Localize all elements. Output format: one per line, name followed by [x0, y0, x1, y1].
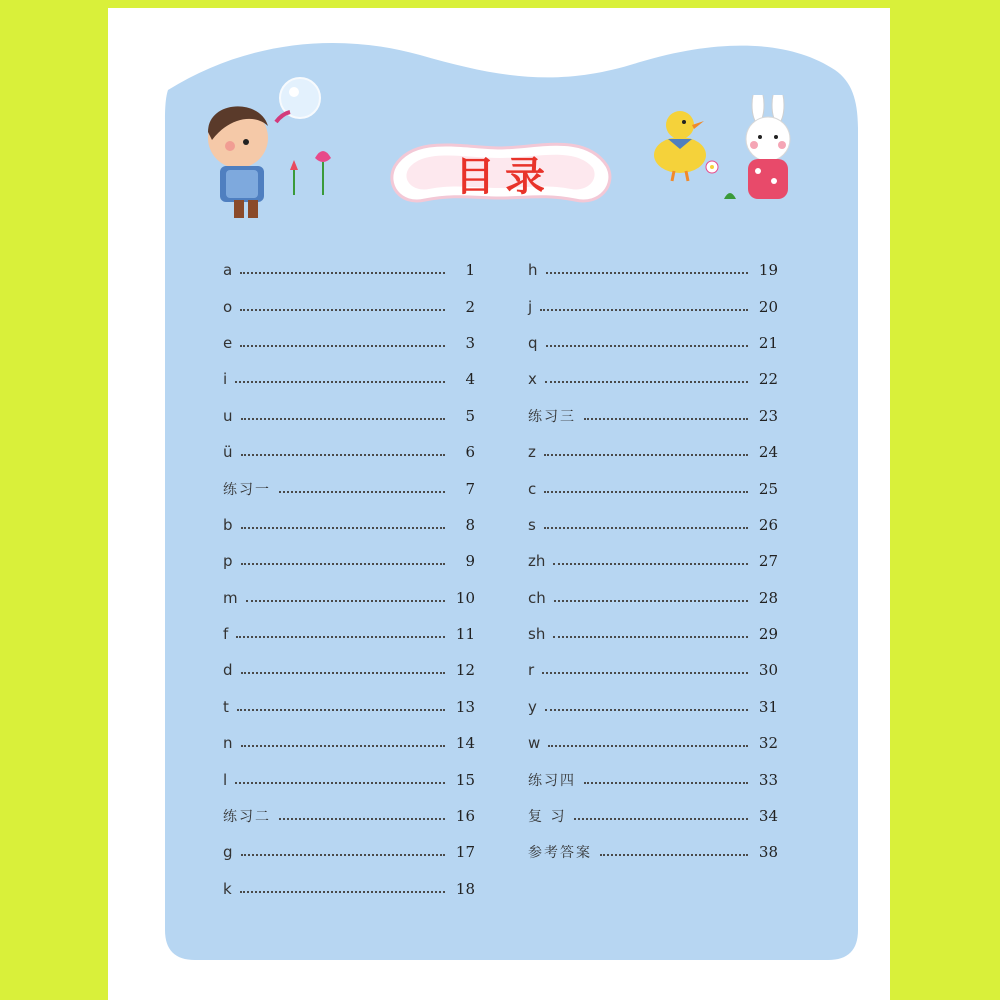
dot-leader: [241, 745, 445, 747]
dot-leader: [600, 854, 748, 856]
toc-entry[interactable]: [528, 580, 778, 616]
toc-entry[interactable]: [223, 252, 475, 288]
toc-page-number: 29: [758, 625, 778, 644]
toc-label: i: [223, 370, 228, 389]
dot-leader: [554, 600, 748, 602]
dot-leader: [548, 745, 748, 747]
toc-label: c: [528, 479, 537, 498]
toc-page-number: 38: [758, 843, 778, 862]
toc-label: a: [223, 261, 233, 280]
toc-entry[interactable]: [223, 871, 475, 907]
toc-page-number: 4: [465, 370, 475, 389]
toc-page-number: 16: [455, 807, 475, 826]
dot-leader: [240, 345, 445, 347]
toc-page-number: 9: [465, 552, 475, 571]
toc-label: h: [528, 261, 538, 280]
dot-leader: [279, 818, 445, 820]
toc-label: g: [223, 843, 233, 862]
toc-label: k: [223, 879, 232, 898]
dot-leader: [240, 891, 445, 893]
dot-leader: [241, 527, 445, 529]
dot-leader: [235, 381, 445, 383]
toc-page-number: 27: [758, 552, 778, 571]
toc-label: x: [528, 370, 537, 389]
toc-entry[interactable]: [223, 616, 475, 652]
toc-page-number: 26: [758, 515, 778, 534]
toc-label: q: [528, 333, 538, 352]
toc-label: 练习四: [528, 772, 576, 789]
toc-label: zh: [528, 552, 546, 571]
toc-right-column: [528, 252, 778, 871]
toc-page-number: 8: [465, 515, 475, 534]
toc-page-number: 32: [758, 734, 778, 753]
toc-entry[interactable]: [223, 761, 475, 797]
toc-page-number: 3: [465, 333, 475, 352]
toc-label: ü: [223, 443, 233, 462]
dot-leader: [246, 600, 445, 602]
toc-label: d: [223, 661, 233, 680]
dot-leader: [236, 636, 445, 638]
dot-leader: [544, 454, 748, 456]
toc-entry[interactable]: [223, 543, 475, 579]
dot-leader: [540, 309, 748, 311]
dot-leader: [553, 636, 748, 638]
toc-entry[interactable]: [223, 507, 475, 543]
toc-entry[interactable]: [223, 470, 475, 506]
toc-entry[interactable]: [223, 361, 475, 397]
page-title: 目录: [455, 153, 555, 200]
toc-page-number: 30: [758, 661, 778, 680]
toc-entry[interactable]: [528, 434, 778, 470]
dot-leader: [545, 709, 748, 711]
toc-left-column: [223, 252, 475, 907]
toc-entry[interactable]: [528, 616, 778, 652]
toc-label: n: [223, 734, 233, 753]
toc-label: l: [223, 770, 228, 789]
dot-leader: [584, 782, 748, 784]
dot-leader: [574, 818, 748, 820]
dot-leader: [545, 381, 748, 383]
title-banner: [385, 126, 615, 220]
toc-entry[interactable]: [528, 689, 778, 725]
toc-label: 练习二: [223, 809, 271, 826]
toc-label: o: [223, 297, 233, 316]
toc-page-number: 21: [758, 333, 778, 352]
toc-page-number: 11: [455, 625, 475, 644]
toc-entry[interactable]: [528, 398, 778, 434]
toc-page-number: 18: [455, 879, 475, 898]
toc-label: s: [528, 515, 536, 534]
toc-label: 练习三: [528, 408, 576, 425]
dot-leader: [546, 272, 748, 274]
toc-label: b: [223, 515, 233, 534]
toc-entry[interactable]: [223, 434, 475, 470]
toc-page-number: 19: [758, 261, 778, 280]
toc-label: r: [528, 661, 535, 680]
toc-page-number: 5: [465, 406, 475, 425]
toc-entry[interactable]: [223, 834, 475, 870]
dot-leader: [546, 345, 748, 347]
toc-entry[interactable]: [528, 725, 778, 761]
toc-page-number: 10: [455, 588, 475, 607]
dot-leader: [241, 454, 445, 456]
dot-leader: [241, 418, 445, 420]
toc-entry[interactable]: [528, 543, 778, 579]
toc-page-number: 28: [758, 588, 778, 607]
dot-leader: [235, 782, 445, 784]
toc-entry[interactable]: [528, 288, 778, 324]
toc-entry[interactable]: [528, 361, 778, 397]
toc-page-number: 23: [758, 406, 778, 425]
dot-leader: [240, 309, 445, 311]
toc-entry[interactable]: [223, 580, 475, 616]
toc-label: f: [223, 625, 229, 644]
toc-page-number: 17: [455, 843, 475, 862]
toc-entry[interactable]: [528, 470, 778, 506]
toc-label: ch: [528, 588, 546, 607]
toc-entry[interactable]: [223, 725, 475, 761]
toc-entry[interactable]: [223, 652, 475, 688]
toc-label: 练习一: [223, 481, 271, 498]
toc-page-number: 15: [455, 770, 475, 789]
toc-label: y: [528, 697, 537, 716]
dot-leader: [279, 491, 445, 493]
toc-label: sh: [528, 625, 546, 644]
toc-label: 复 习: [528, 809, 567, 826]
dot-leader: [553, 563, 748, 565]
toc-entry[interactable]: [528, 834, 778, 870]
toc-label: 参考答案: [528, 845, 592, 862]
toc-page-number: 24: [758, 443, 778, 462]
toc-page-number: 7: [465, 479, 475, 498]
dot-leader: [542, 672, 748, 674]
toc-page-number: 13: [455, 697, 475, 716]
toc-page-number: 22: [758, 370, 778, 389]
dot-leader: [237, 709, 445, 711]
dot-leader: [584, 418, 748, 420]
toc-label: p: [223, 552, 233, 571]
toc-entry[interactable]: [223, 288, 475, 324]
dot-leader: [240, 272, 445, 274]
toc-page-number: 20: [758, 297, 778, 316]
toc-page-number: 2: [465, 297, 475, 316]
dot-leader: [241, 563, 445, 565]
toc-label: t: [223, 697, 229, 716]
dot-leader: [544, 491, 748, 493]
duck-and-rabbit-illustration: [640, 95, 820, 215]
toc-label: e: [223, 333, 233, 352]
toc-entry[interactable]: [528, 325, 778, 361]
toc-page-number: 1: [465, 261, 475, 280]
toc-label: u: [223, 406, 233, 425]
toc-page-number: 25: [758, 479, 778, 498]
dot-leader: [544, 527, 748, 529]
toc-entry[interactable]: [528, 652, 778, 688]
toc-label: m: [223, 588, 238, 607]
toc-page-number: 31: [758, 697, 778, 716]
toc-entry[interactable]: [528, 507, 778, 543]
toc-page-number: 12: [455, 661, 475, 680]
toc-entry[interactable]: [223, 798, 475, 834]
toc-page-number: 14: [455, 734, 475, 753]
dot-leader: [241, 854, 445, 856]
toc-page-number: 33: [758, 770, 778, 789]
toc-page-number: 6: [465, 443, 475, 462]
toc-label: j: [528, 297, 533, 316]
toc-entry[interactable]: [528, 761, 778, 797]
toc-page-number: 34: [758, 807, 778, 826]
toc-entry[interactable]: [223, 325, 475, 361]
dot-leader: [241, 672, 445, 674]
toc-entry[interactable]: [528, 252, 778, 288]
toc-entry[interactable]: [223, 689, 475, 725]
toc-label: w: [528, 734, 541, 753]
toc-entry[interactable]: [223, 398, 475, 434]
boy-blowing-bubbles-illustration: [190, 70, 350, 225]
toc-label: z: [528, 443, 536, 462]
toc-entry[interactable]: [528, 798, 778, 834]
